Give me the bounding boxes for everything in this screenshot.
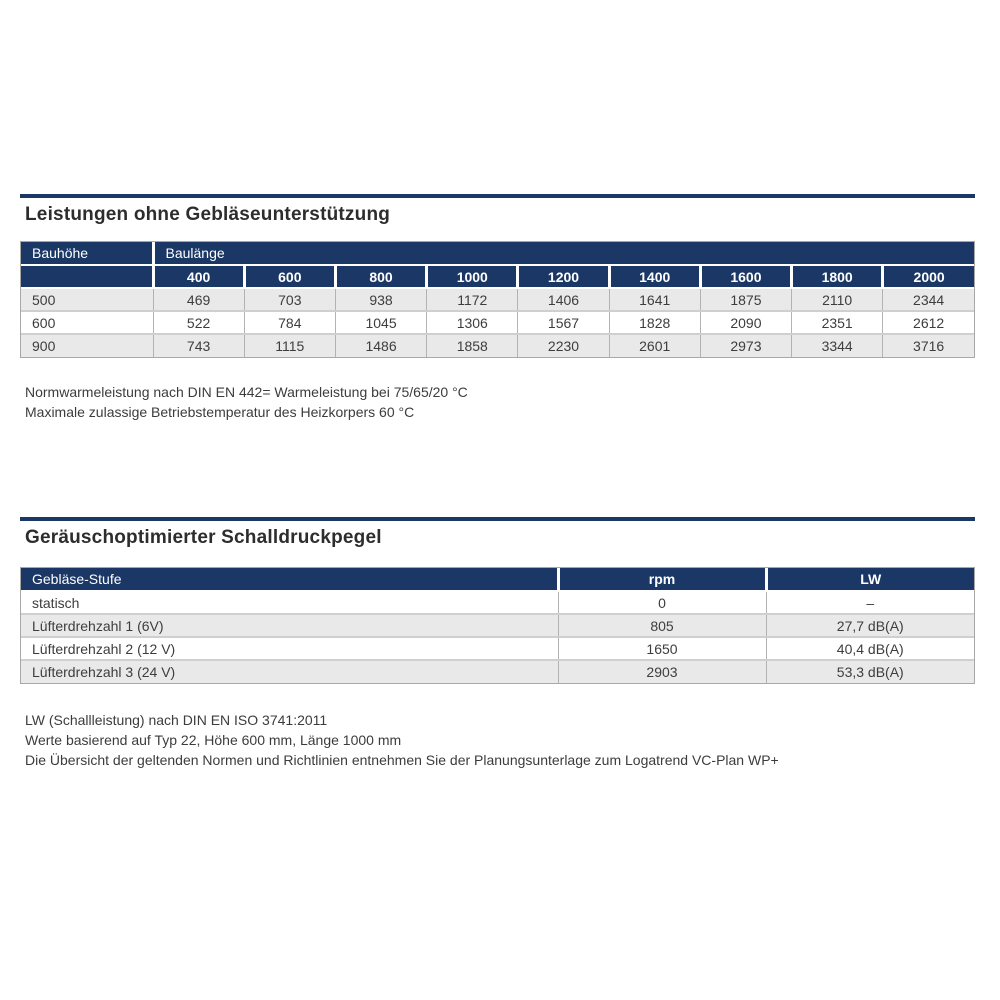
baulaenge-column-header: 1800 xyxy=(792,265,883,288)
leistung-value-cell: 2090 xyxy=(700,311,791,334)
leistung-value-cell: 2230 xyxy=(518,334,609,357)
leistung-value-cell: 1567 xyxy=(518,311,609,334)
lw-value-cell: – xyxy=(766,591,974,614)
leistung-value-cell: 703 xyxy=(244,288,335,311)
leistung-value-cell: 2110 xyxy=(792,288,883,311)
table-subheader-row xyxy=(21,265,974,288)
leistung-value-cell: 522 xyxy=(153,311,244,334)
section-divider-rule xyxy=(20,194,975,198)
note-line: Werte basierend auf Typ 22, Höhe 600 mm, Länge 1000 mm xyxy=(25,732,402,748)
baulaenge-header-cell: Baulänge xyxy=(153,242,974,265)
note-line: Normwarmeleistung nach DIN EN 442= Warmeleistung bei 75/65/20 °C xyxy=(25,384,468,400)
baulaenge-column-header: 1200 xyxy=(518,265,609,288)
leistung-value-cell: 1045 xyxy=(335,311,426,334)
leistung-value-cell: 743 xyxy=(153,334,244,357)
stufe-row-label: Lüfterdrehzahl 1 (6V) xyxy=(21,614,558,637)
stufe-row-label: Lüfterdrehzahl 3 (24 V) xyxy=(21,660,558,683)
leistung-value-cell: 1486 xyxy=(335,334,426,357)
section-leistungen xyxy=(0,194,1000,422)
lw-value-cell: 40,4 dB(A) xyxy=(766,637,974,660)
leistung-value-cell: 938 xyxy=(335,288,426,311)
schalldruckpegel-table xyxy=(20,567,975,684)
lw-value-cell: 27,7 dB(A) xyxy=(766,614,974,637)
leistung-value-cell: 1172 xyxy=(427,288,518,311)
baulaenge-column-header: 1400 xyxy=(609,265,700,288)
leistung-value-cell: 1828 xyxy=(609,311,700,334)
table-header-row xyxy=(21,242,974,265)
table-row xyxy=(21,637,974,660)
column-header-rpm: rpm xyxy=(558,568,766,591)
rpm-value-cell: 805 xyxy=(558,614,766,637)
table-row xyxy=(21,288,974,311)
rpm-value-cell: 0 xyxy=(558,591,766,614)
baulaenge-column-header: 1600 xyxy=(700,265,791,288)
table-row xyxy=(21,311,974,334)
leistungen-notes xyxy=(25,382,1000,422)
schalldruckpegel-notes xyxy=(25,710,1000,770)
leistung-value-cell: 1115 xyxy=(244,334,335,357)
bauhoehe-row-label: 900 xyxy=(21,334,153,357)
leistung-value-cell: 1875 xyxy=(700,288,791,311)
rpm-value-cell: 2903 xyxy=(558,660,766,683)
column-header-lw: LW xyxy=(766,568,974,591)
leistung-value-cell: 2344 xyxy=(883,288,974,311)
note-line: LW (Schallleistung) nach DIN EN ISO 3741:2011 xyxy=(25,712,328,728)
leistung-value-cell: 1858 xyxy=(427,334,518,357)
bauhoehe-header-cell: Bauhöhe xyxy=(21,242,153,265)
baulaenge-column-header: 2000 xyxy=(883,265,974,288)
section-title-schalldruckpegel: Geräuschoptimierter Schalldruckpegel xyxy=(25,527,382,548)
baulaenge-column-header: 800 xyxy=(335,265,426,288)
table-row xyxy=(21,591,974,614)
rpm-value-cell: 1650 xyxy=(558,637,766,660)
empty-header-cell xyxy=(21,265,153,288)
table-row xyxy=(21,334,974,357)
baulaenge-column-header: 600 xyxy=(244,265,335,288)
table-row xyxy=(21,614,974,637)
leistung-value-cell: 1406 xyxy=(518,288,609,311)
note-line: Maximale zulassige Betriebstemperatur des Heizkorpers 60 °C xyxy=(25,404,415,420)
section-title-leistungen: Leistungen ohne Gebläseunterstützung xyxy=(25,204,391,225)
leistungen-table xyxy=(20,241,975,358)
section-divider-rule xyxy=(20,517,975,521)
bauhoehe-row-label: 500 xyxy=(21,288,153,311)
baulaenge-column-header: 1000 xyxy=(427,265,518,288)
leistung-value-cell: 1641 xyxy=(609,288,700,311)
leistung-value-cell: 2601 xyxy=(609,334,700,357)
table-header-row xyxy=(21,568,974,591)
leistung-value-cell: 2351 xyxy=(792,311,883,334)
leistung-value-cell: 1306 xyxy=(427,311,518,334)
leistungen-table-grid xyxy=(21,242,974,357)
stufe-row-label: statisch xyxy=(21,591,558,614)
column-header-geblaese-stufe: Gebläse-Stufe xyxy=(21,568,558,591)
leistung-value-cell: 2612 xyxy=(883,311,974,334)
section-schalldruckpegel xyxy=(0,517,1000,770)
baulaenge-column-header: 400 xyxy=(153,265,244,288)
leistung-value-cell: 469 xyxy=(153,288,244,311)
stufe-row-label: Lüfterdrehzahl 2 (12 V) xyxy=(21,637,558,660)
lw-value-cell: 53,3 dB(A) xyxy=(766,660,974,683)
bauhoehe-row-label: 600 xyxy=(21,311,153,334)
table-row xyxy=(21,660,974,683)
leistung-value-cell: 3716 xyxy=(883,334,974,357)
leistung-value-cell: 2973 xyxy=(700,334,791,357)
leistung-value-cell: 784 xyxy=(244,311,335,334)
note-line: Die Übersicht der geltenden Normen und Richtlinien entnehmen Sie der Planungsunterlage zum Logatrend VC-Plan WP+ xyxy=(25,752,779,768)
schalldruckpegel-table-grid xyxy=(21,568,974,683)
leistung-value-cell: 3344 xyxy=(792,334,883,357)
